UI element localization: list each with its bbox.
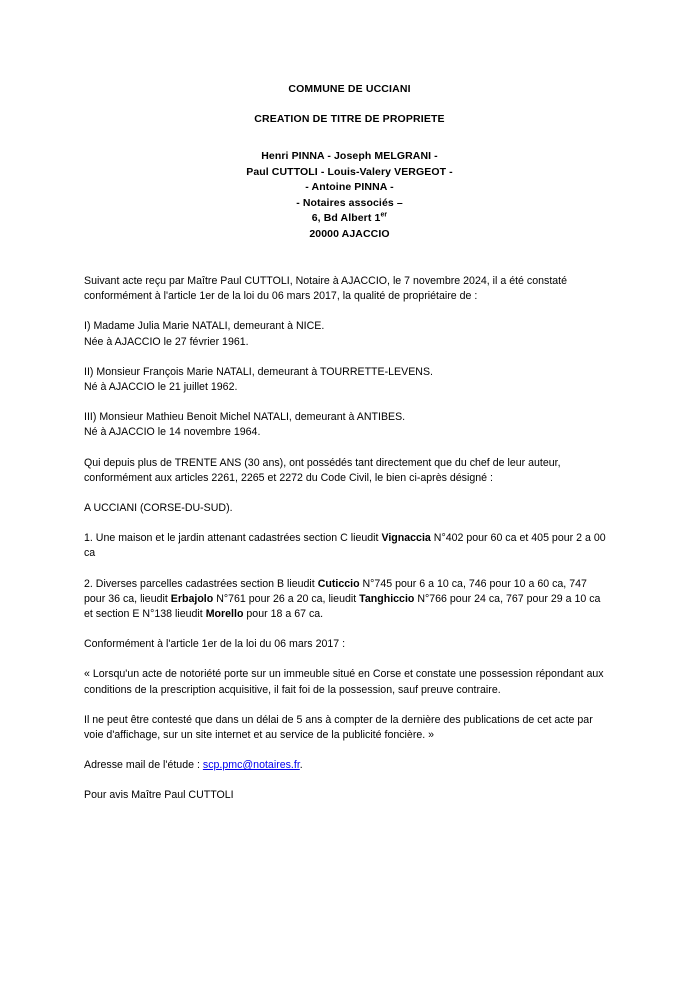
parcel-2-part-1: 2. Diverses parcelles cadastrées section B lieudit bbox=[84, 577, 318, 590]
party-3-block bbox=[84, 410, 611, 440]
party-3-birth: Né à AJACCIO le 14 novembre 1964. bbox=[84, 426, 261, 439]
notary-name-line-2: Paul CUTTOLI - Louis-Valery VERGEOT - bbox=[246, 165, 453, 178]
parcel-item-2 bbox=[84, 577, 611, 623]
parcel-1-place-name: Vignaccia bbox=[381, 532, 431, 545]
email-trailing-period: . bbox=[299, 759, 303, 772]
parcel-2-part-4: N°766 pour 24 ca, 767 pour 29 a 10 ca et section E N°138 lieudit bbox=[84, 592, 601, 621]
party-1-identity: I) Madame Julia Marie NATALI, demeurant à NICE. bbox=[84, 320, 325, 333]
document-header bbox=[0, 0, 699, 242]
intro-paragraph: Suivant acte reçu par Maître Paul CUTTOLI, Notaire à AJACCIO, le 7 novembre 2024, il a été constaté conformément à l'article 1er de la loi du 06 mars 2017, la qualité de propriétaire de : bbox=[84, 275, 568, 303]
parcel-2-part-2: N°745 pour 6 a 10 ca, 746 pour 10 a 60 ca, 747 pour 36 ca, lieudit bbox=[84, 577, 587, 605]
office-street-text: 6, Bd Albert 1 bbox=[311, 212, 381, 224]
commune-title: COMMUNE DE UCCIANI bbox=[288, 83, 411, 95]
law-reference-intro: Conformément à l'article 1er de la loi du 06 mars 2017 : bbox=[84, 638, 346, 651]
document-title: CREATION DE TITRE DE PROPRIETE bbox=[254, 113, 445, 125]
parcel-1-suffix: N°402 pour 60 ca et 405 pour 2 a 00 ca bbox=[84, 532, 606, 560]
parcel-item-1 bbox=[84, 531, 611, 561]
parcel-1-prefix: 1. Une maison et le jardin attenant cadastrées section C lieudit bbox=[84, 532, 382, 545]
notary-name-line-3: - Antoine PINNA - bbox=[305, 181, 394, 193]
law-quote-paragraph-2: Il ne peut être contesté que dans un délai de 5 ans à compter de la dernière des publications de cet acte par voie d'affichage, sur un site internet et au service de la publicité foncière. » bbox=[84, 713, 593, 742]
parcel-2-part-3: N°761 pour 26 a 20 ca, lieudit bbox=[213, 592, 360, 605]
parcel-2-place-name-cuticcio: Cuticcio bbox=[317, 577, 360, 590]
law-quote-paragraph-1: « Lorsqu'un acte de notoriété porte sur un immeuble situé en Corse et constate une possession répondant aux conditions de la prescription acquisitive, il fait foi de la possession, sauf preuve contraire. bbox=[84, 668, 604, 696]
parcel-2-place-name-morello: Morello bbox=[205, 608, 244, 621]
possession-paragraph: Qui depuis plus de TRENTE ANS (30 ans), ont possédés tant directement que du chef de leur auteur, conformément aux articles 2261, 2265 et 2272 du Code Civil, le bien ci-après désigné : bbox=[84, 456, 561, 484]
property-location: A UCCIANI (CORSE-DU-SUD). bbox=[84, 502, 233, 515]
notary-name-line-1: Henri PINNA - Joseph MELGRANI - bbox=[261, 150, 438, 162]
party-1-block bbox=[84, 319, 611, 349]
signature-line: Pour avis Maître Paul CUTTOLI bbox=[84, 789, 234, 802]
office-city-address: 20000 AJACCIO bbox=[309, 227, 390, 240]
ordinal-suffix: er bbox=[380, 211, 388, 219]
email-label: Adresse mail de l'étude : bbox=[84, 759, 203, 772]
party-2-block bbox=[84, 365, 611, 395]
notary-association-line: - Notaires associés – bbox=[296, 196, 403, 209]
parcel-2-place-name-erbajolo: Erbajolo bbox=[170, 592, 214, 605]
contact-email-line bbox=[84, 758, 611, 773]
office-street-address bbox=[0, 211, 699, 227]
party-1-birth: Née à AJACCIO le 27 février 1961. bbox=[84, 335, 249, 348]
party-3-identity: III) Monsieur Mathieu Benoit Michel NATALI, demeurant à ANTIBES. bbox=[84, 411, 406, 424]
party-2-identity: II) Monsieur François Marie NATALI, demeurant à TOURRETTE-LEVENS. bbox=[84, 365, 433, 378]
party-2-birth: Né à AJACCIO le 21 juillet 1962. bbox=[84, 381, 238, 394]
parcel-2-place-name-tanghiccio: Tanghiccio bbox=[359, 592, 415, 605]
document-body bbox=[0, 274, 699, 804]
parcel-2-part-5: pour 18 a 67 ca. bbox=[243, 608, 324, 621]
email-link[interactable]: scp.pmc@notaires.fr bbox=[202, 759, 300, 772]
